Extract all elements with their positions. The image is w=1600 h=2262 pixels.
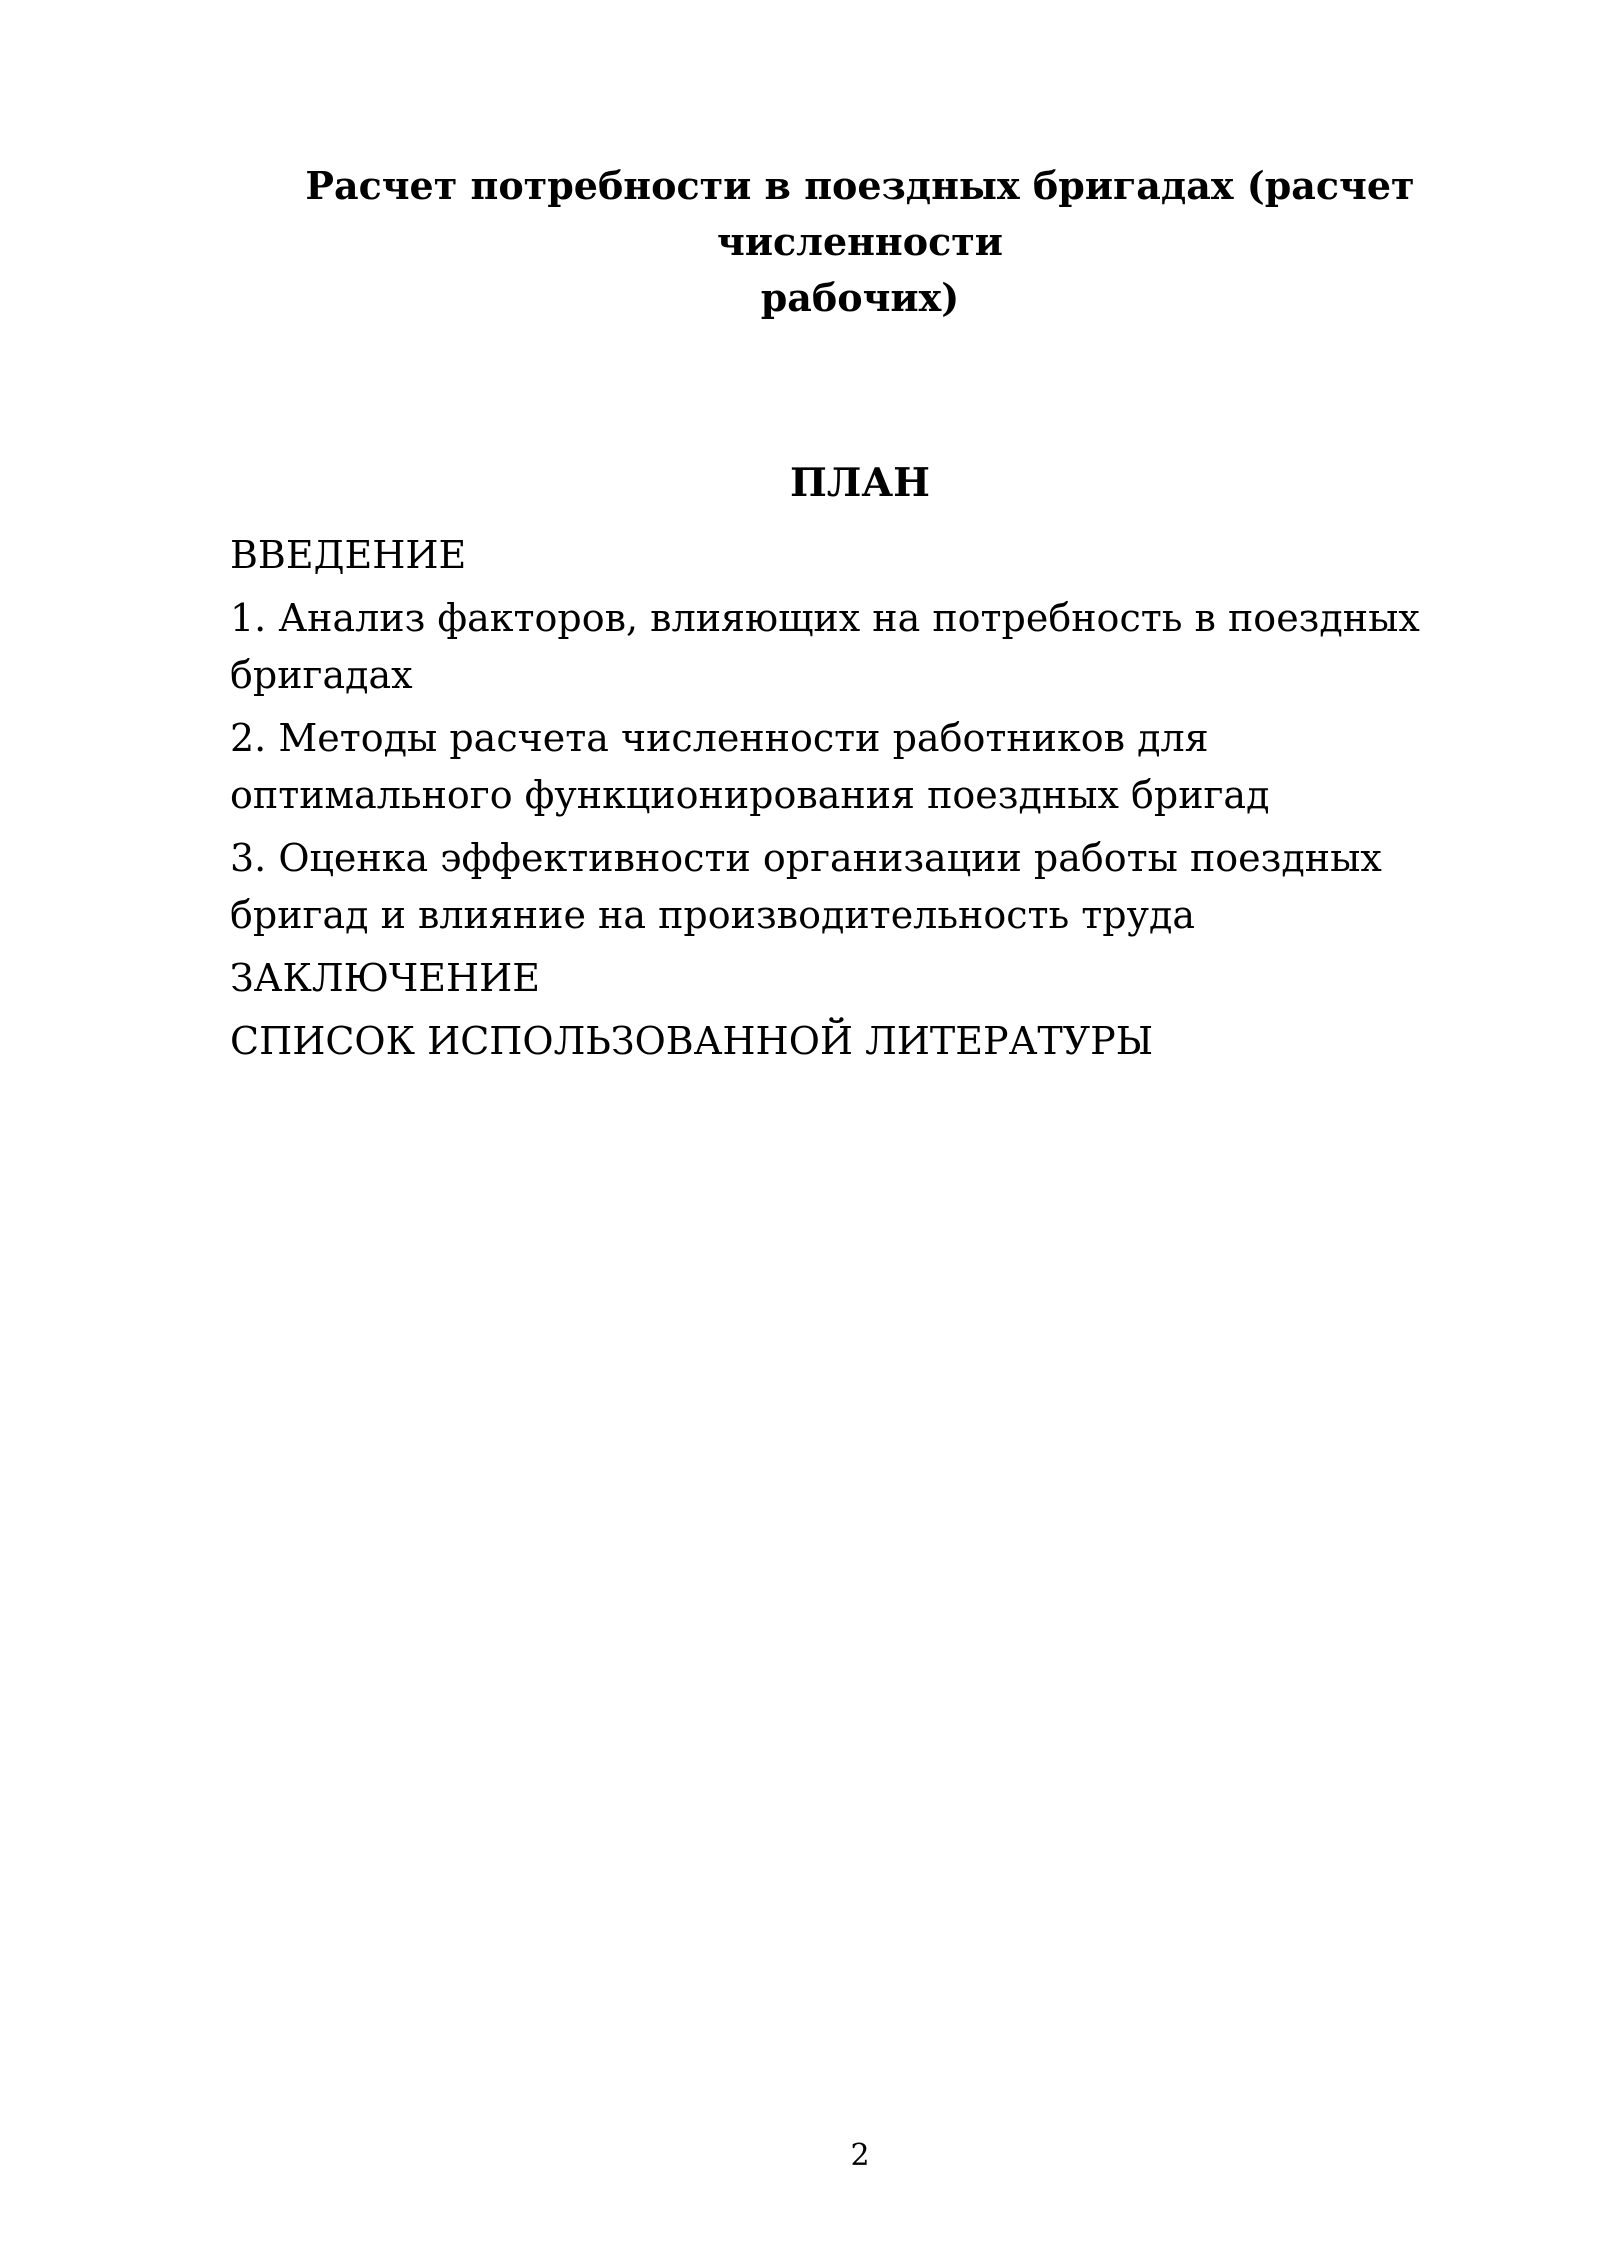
document-title-line: Расчет потребности в поездных бригадах (расчет — [305, 163, 1415, 208]
toc-item-section-2: 2. Методы расчета численности работников для оптимального функционирования поездных бригад — [230, 716, 1270, 817]
document-title — [290, 158, 1430, 326]
toc-item-conclusion: ЗАКЛЮЧЕНИЕ — [230, 956, 541, 1000]
toc-item-section-3: 3. Оценка эффективности организации работы поездных бригад и влияние на производительность труда — [230, 836, 1382, 937]
document-title-line: рабочих) — [760, 275, 960, 320]
toc-item-introduction: ВВЕДЕНИЕ — [230, 533, 467, 577]
document-title-line: численности — [717, 219, 1003, 264]
toc-item-section-1: 1. Анализ факторов, влияющих на потребность в поездных бригадах — [230, 596, 1420, 697]
plan-heading: ПЛАН — [790, 460, 930, 506]
toc-item-references: СПИСОК ИСПОЛЬЗОВАННОЙ ЛИТЕРАТУРЫ — [230, 1019, 1154, 1063]
table-of-contents — [230, 527, 1440, 1076]
page-number: 2 — [850, 2138, 870, 2173]
